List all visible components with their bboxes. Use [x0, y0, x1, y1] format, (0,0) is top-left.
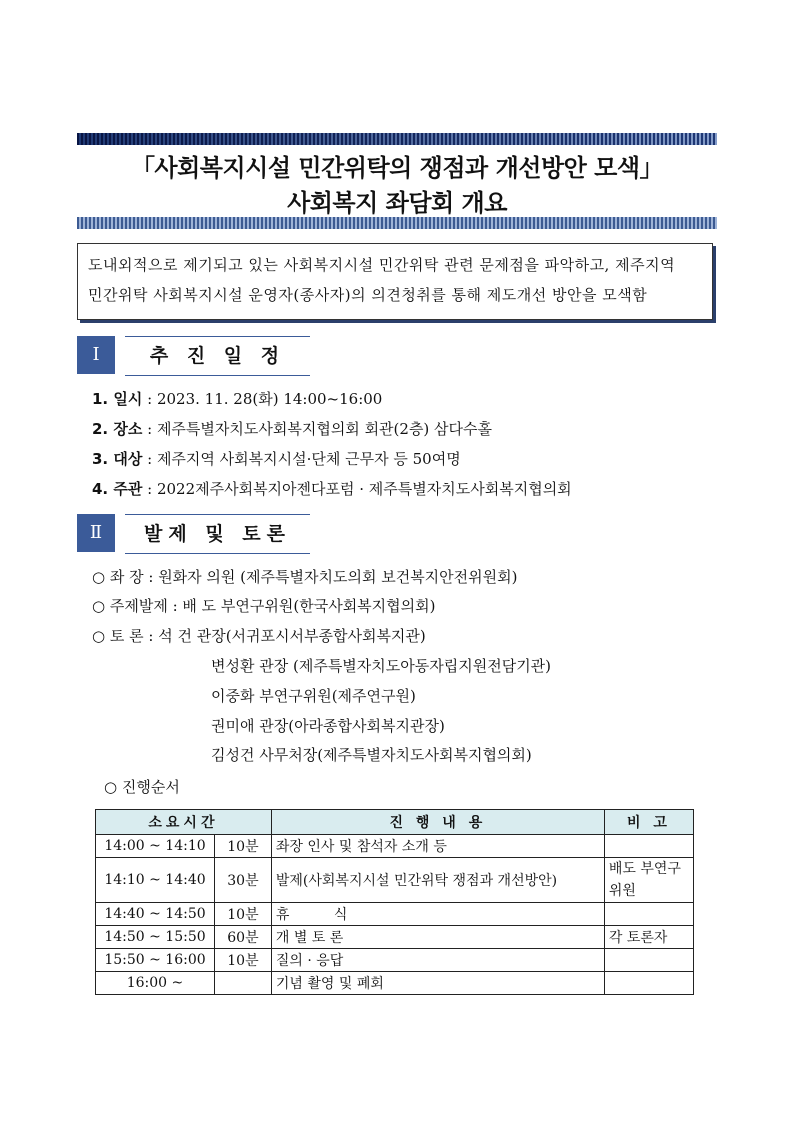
chair-line: ○ 좌 장 : 원화자 의원 (제주특별자치도의회 보건복지안전위원회) [92, 568, 518, 586]
cell-duration: 10분 [215, 835, 272, 858]
summary-line-1: 도내외적으로 제기되고 있는 사회복지시설 민간위탁 관련 문제점을 파악하고, 제주지역 [88, 256, 676, 274]
title-top-bar [77, 133, 717, 145]
title-bottom-bar [77, 217, 717, 229]
cell-content: 개 별 토 론 [271, 926, 604, 949]
cell-content: 발제(사회복지시설 민간위탁 쟁점과 개선방안) [271, 858, 604, 903]
title-line-2: 사회복지 좌담회 개요 [287, 189, 507, 217]
cell-note [604, 835, 693, 858]
schedule-item-host: 4. 주관 : 2022제주사회복지아젠다포럼 · 제주특별자치도사회복지협의회 [92, 480, 572, 498]
table-row [96, 949, 694, 972]
table-row [96, 926, 694, 949]
cell-time: 14:40 ~ 14:50 [96, 903, 215, 926]
table-row [96, 858, 694, 903]
discussant-lead-line: ○ 토 론 : 석 건 관장(서귀포시서부종합사회복지관) [92, 627, 426, 645]
progress-label: ○ 진행순서 [104, 778, 180, 796]
progress-table [95, 809, 694, 995]
cell-time: 15:50 ~ 16:00 [96, 949, 215, 972]
schedule-item-place: 2. 장소 : 제주특별자치도사회복지협의회 회관(2층) 삼다수홀 [92, 420, 493, 438]
section-2-title: 발제 및 토론 [125, 514, 310, 554]
section-1-number: Ⅰ [77, 336, 115, 374]
schedule-item-target: 3. 대상 : 제주지역 사회복지시설·단체 근무자 등 50여명 [92, 450, 461, 468]
header-note: 비 고 [604, 810, 693, 835]
cell-duration: 30분 [215, 858, 272, 903]
summary-box [77, 243, 713, 320]
table-header-row [96, 810, 694, 835]
summary-line-2: 민간위탁 사회복지시설 운영자(종사자)의 의견청취를 통해 제도개선 방안을 모색함 [88, 286, 648, 304]
cell-content: 휴 식 [271, 903, 604, 926]
cell-content: 질의 · 응답 [271, 949, 604, 972]
cell-duration: 10분 [215, 949, 272, 972]
presenter-line: ○ 주제발제 : 배 도 부연구위원(한국사회복지협의회) [92, 597, 436, 615]
cell-duration [215, 972, 272, 995]
cell-content: 좌장 인사 및 참석자 소개 등 [271, 835, 604, 858]
table-row [96, 903, 694, 926]
discussant-line: 권미애 관장(아라종합사회복지관장) [211, 717, 445, 735]
cell-note [604, 949, 693, 972]
cell-note [604, 972, 693, 995]
cell-time: 14:50 ~ 15:50 [96, 926, 215, 949]
table-row [96, 972, 694, 995]
cell-content: 기념 촬영 및 폐회 [271, 972, 604, 995]
discussant-line: 변성환 관장 (제주특별자치도아동자립지원전담기관) [211, 657, 552, 675]
cell-duration: 60분 [215, 926, 272, 949]
discussant-line: 김성건 사무처장(제주특별자치도사회복지협의회) [211, 746, 532, 764]
cell-note: 배도 부연구위원 [604, 858, 693, 903]
cell-duration: 10분 [215, 903, 272, 926]
section-1-title: 추 진 일 정 [125, 336, 310, 376]
table-row [96, 835, 694, 858]
cell-time: 14:00 ~ 14:10 [96, 835, 215, 858]
cell-note [604, 903, 693, 926]
cell-time: 16:00 ~ [96, 972, 215, 995]
cell-time: 14:10 ~ 14:40 [96, 858, 215, 903]
schedule-item-date: 1. 일시 : 2023. 11. 28(화) 14:00~16:00 [92, 390, 383, 408]
cell-note: 각 토론자 [604, 926, 693, 949]
title-line-1: 「사회복지시설 민간위탁의 쟁점과 개선방안 모색」 [130, 154, 664, 182]
header-content: 진 행 내 용 [271, 810, 604, 835]
section-2-number: Ⅱ [77, 514, 115, 552]
discussant-line: 이중화 부연구위원(제주연구원) [211, 687, 416, 705]
header-time: 소요시간 [96, 810, 272, 835]
